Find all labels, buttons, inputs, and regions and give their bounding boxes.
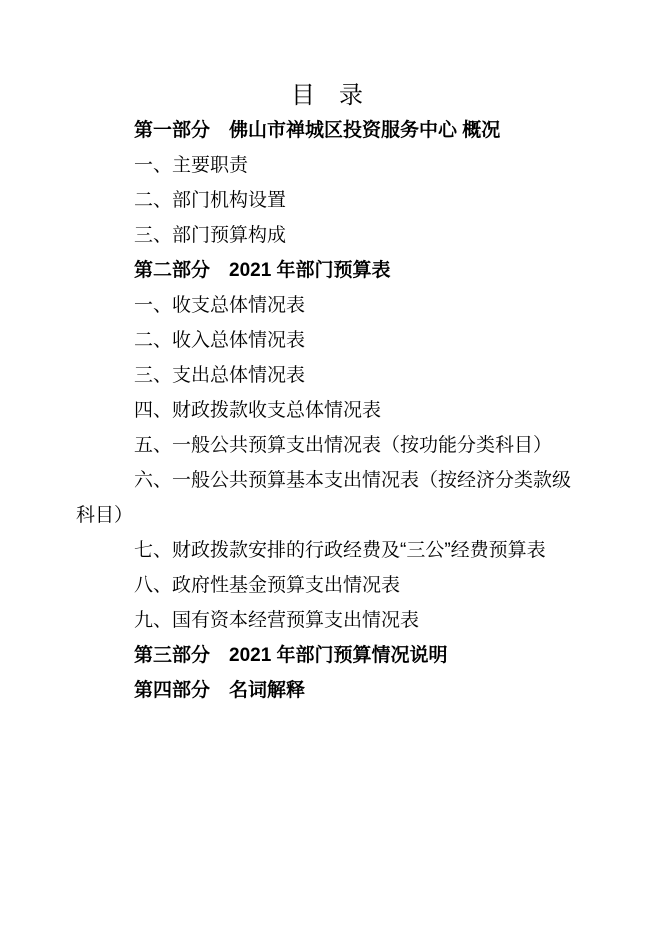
toc-item: 三、支出总体情况表	[134, 365, 306, 386]
toc-item: 七、财政拨款安排的行政经费及“三公”经费预算表	[134, 540, 546, 561]
table-of-contents	[76, 113, 578, 708]
toc-item: 四、财政拨款收支总体情况表	[134, 400, 382, 421]
toc-item: 三、部门预算构成	[134, 225, 287, 246]
toc-part-heading: 第四部分 名词解释	[134, 680, 306, 701]
toc-item: 二、部门机构设置	[134, 190, 287, 211]
toc-part-heading: 第一部分 佛山市禅城区投资服务中心 概况	[134, 120, 501, 141]
toc-item: 八、政府性基金预算支出情况表	[134, 575, 401, 596]
toc-item: 二、收入总体情况表	[134, 330, 306, 351]
toc-part-heading: 第三部分 2021 年部门预算情况说明	[134, 645, 448, 666]
toc-item: 一、主要职责	[134, 155, 249, 176]
toc-item: 五、一般公共预算支出情况表（按功能分类科目）	[134, 435, 553, 456]
toc-part-heading: 第二部分 2021 年部门预算表	[134, 260, 391, 281]
toc-item: 六、一般公共预算基本支出情况表（按经济分类款级科目）	[76, 470, 572, 526]
toc-item: 九、国有资本经营预算支出情况表	[134, 610, 420, 631]
document-title: 目 录	[291, 82, 363, 109]
toc-item: 一、收支总体情况表	[134, 295, 306, 316]
